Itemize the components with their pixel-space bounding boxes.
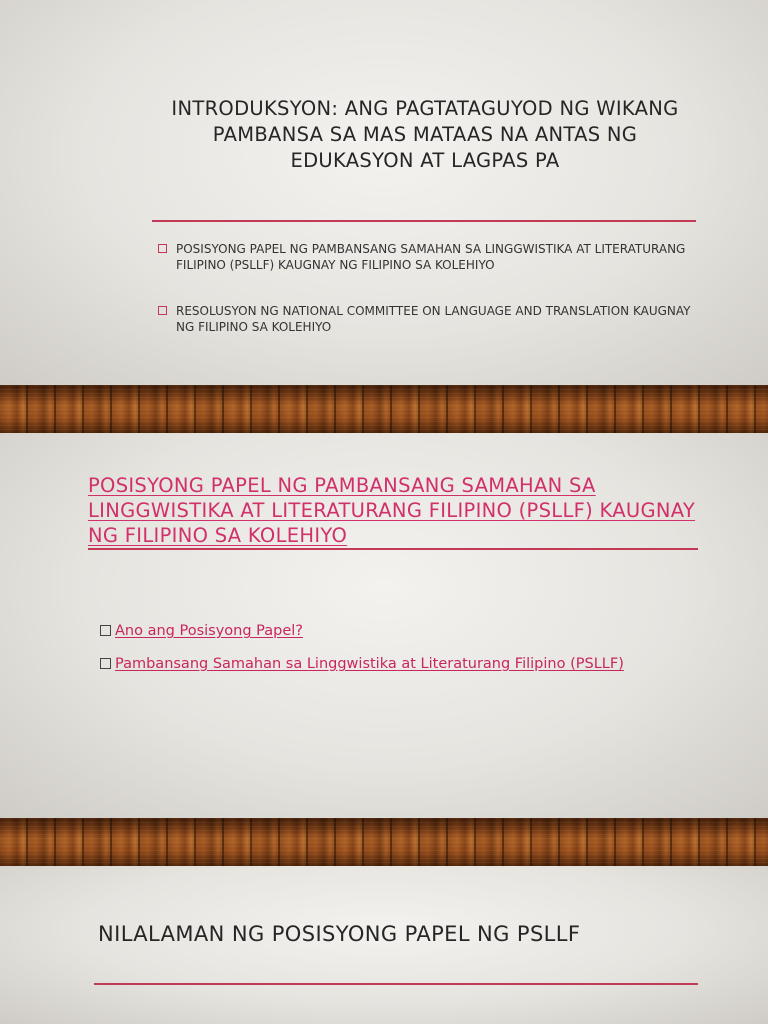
slide-posisyong-papel bbox=[0, 433, 768, 818]
link-ano-ang-posisyong-papel[interactable]: Ano ang Posisyong Papel? bbox=[115, 623, 303, 639]
slide-title-link[interactable]: POSISYONG PAPEL NG PAMBANSANG SAMAHAN SA LINGGWISTIKA AT LITERATURANG FILIPINO (PSLLF) KAUGNAY NG FILIPINO SA KOLEHIYO bbox=[88, 474, 696, 547]
bullet-text: POSISYONG PAPEL NG PAMBANSANG SAMAHAN SA LINGGWISTIKA AT LITERATURANG FILIPINO (PSLLF) KAUGNAY NG FILIPINO SA KOLEHIYO bbox=[176, 242, 686, 272]
slide-title: INTRODUKSYON: ANG PAGTATAGUYOD NG WIKANG PAMBANSA SA MAS MATAAS NA ANTAS NG EDUKASYON AT LAGPAS PA bbox=[171, 97, 679, 172]
list-item bbox=[158, 241, 698, 273]
wood-floor-divider bbox=[0, 385, 768, 433]
list-item bbox=[158, 303, 698, 335]
title-divider bbox=[94, 983, 698, 985]
slide-title: NILALAMAN NG POSISYONG PAPEL NG PSLLF bbox=[98, 922, 581, 946]
checkbox-bullet-icon bbox=[100, 625, 111, 636]
slide-introduksyon bbox=[0, 0, 768, 385]
title-divider bbox=[152, 220, 696, 222]
list-item bbox=[100, 621, 700, 641]
bullet-list bbox=[158, 241, 698, 365]
title-divider bbox=[88, 548, 698, 550]
list-item bbox=[100, 654, 700, 674]
square-bullet-icon bbox=[158, 306, 167, 315]
link-list bbox=[100, 621, 700, 687]
link-psllf[interactable]: Pambansang Samahan sa Linggwistika at Literaturang Filipino (PSLLF) bbox=[115, 656, 624, 672]
square-bullet-icon bbox=[158, 244, 167, 253]
wood-floor-divider bbox=[0, 818, 768, 866]
checkbox-bullet-icon bbox=[100, 658, 111, 669]
bullet-text: RESOLUSYON NG NATIONAL COMMITTEE ON LANGUAGE AND TRANSLATION KAUGNAY NG FILIPINO SA KOLEHIYO bbox=[176, 304, 691, 334]
slide-nilalaman bbox=[0, 866, 768, 1024]
